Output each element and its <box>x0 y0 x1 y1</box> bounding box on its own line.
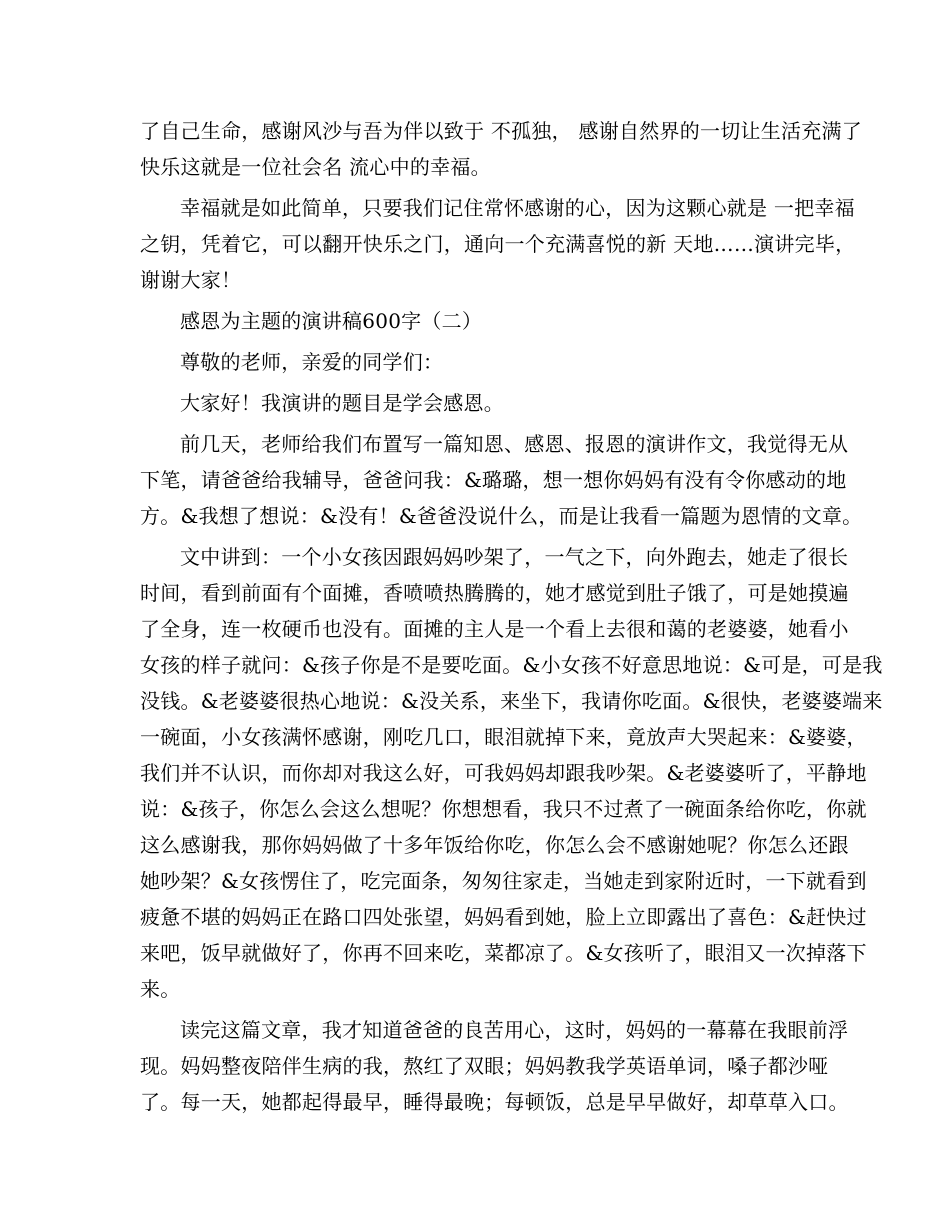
text-line: 说：&孩子，你怎么会这么想呢？你想想看，我只不过煮了一碗面条给你吃，你就 <box>140 797 867 821</box>
text-line: 没钱。&老婆婆很热心地说：&没关系，来坐下，我请你吃面。&很快，老婆婆端来 <box>140 689 883 713</box>
text-line: 尊敬的老师，亲爱的同学们： <box>180 350 444 374</box>
paragraph-conclusion <box>140 190 856 298</box>
text-line: 之钥，凭着它，可以翻开快乐之门，通向一个充满喜悦的新 天地……演讲完毕， <box>140 232 856 256</box>
text-line: 谢谢大家！ <box>140 268 242 292</box>
text-line: 来吧，饭早就做好了，你再不回来吃，菜都凉了。&女孩听了，眼泪又一次掉落下 <box>140 941 867 965</box>
section-heading <box>140 303 812 339</box>
text-line: 这么感谢我，那你妈妈做了十多年饭给你吃，你怎么会不感谢她呢？你怎么还跟 <box>140 833 849 857</box>
document-body <box>140 113 883 1120</box>
text-line: 来。 <box>140 977 181 1001</box>
text-line: 感恩为主题的演讲稿600字（二） <box>180 309 483 333</box>
greeting <box>140 385 812 421</box>
text-line: 疲惫不堪的妈妈正在路口四处张望，妈妈看到她，脸上立即露出了喜色：&赶快过 <box>140 905 867 929</box>
text-line: 下笔，请爸爸给我辅导，爸爸问我：&璐璐，想一想你妈妈有没有令你感动的地 <box>140 468 847 492</box>
text-line: 了。每一天，她都起得最早，睡得最晚；每顿饭，总是早早做好，却草草入口。 <box>140 1090 849 1114</box>
text-line: 时间，看到前面有个面摊，香喷喷热腾腾的，她才感觉到肚子饿了，可是她摸遍 <box>140 581 849 605</box>
paragraph-intro <box>140 426 863 534</box>
paragraph-reflection <box>140 1012 849 1120</box>
text-line: 幸福就是如此简单，只要我们记住常怀感谢的心，因为这颗心就是 一把幸福 <box>180 196 855 220</box>
text-line: 一碗面，小女孩满怀感谢，刚吃几口，眼泪就掉下来，竟放声大哭起来：&婆婆， <box>140 725 867 749</box>
paragraph-story <box>140 539 883 1007</box>
text-line: 前几天，老师给我们布置写一篇知恩、感恩、报恩的演讲作文，我觉得无从 <box>180 432 849 456</box>
text-line: 大家好！我演讲的题目是学会感恩。 <box>180 391 504 415</box>
text-line: 了全身，连一枚硬币也没有。面摊的主人是一个看上去很和蔼的老婆婆，她看小 <box>140 617 849 641</box>
text-line: 快乐这就是一位社会名 流心中的幸福。 <box>140 155 491 179</box>
salutation <box>140 344 812 380</box>
text-line: 文中讲到：一个小女孩因跟妈妈吵架了，一气之下，向外跑去，她走了很长 <box>180 545 849 569</box>
text-line: 方。&我想了想说：&没有！&爸爸没说什么，而是让我看一篇题为恩情的文章。 <box>140 504 863 528</box>
text-line: 现。妈妈整夜陪伴生病的我，熬红了双眼；妈妈教我学英语单词，嗓子都沙哑 <box>140 1054 829 1078</box>
text-line: 她吵架？&女孩愣住了，吃完面条，匆匆往家走，当她走到家附近时，一下就看到 <box>140 869 867 893</box>
text-line: 我们并不认识，而你却对我这么好，可我妈妈却跟我吵架。&老婆婆听了，平静地 <box>140 761 867 785</box>
paragraph-continuation <box>140 113 862 185</box>
text-line: 了自己生命，感谢风沙与吾为伴以致于 不孤独， 感谢自然界的一切让生活充满了 <box>140 119 862 143</box>
text-line: 读完这篇文章，我才知道爸爸的良苦用心，这时，妈妈的一幕幕在我眼前浮 <box>180 1018 849 1042</box>
text-line: 女孩的样子就问：&孩子你是不是要吃面。&小女孩不好意思地说：&可是，可是我 <box>140 653 883 677</box>
